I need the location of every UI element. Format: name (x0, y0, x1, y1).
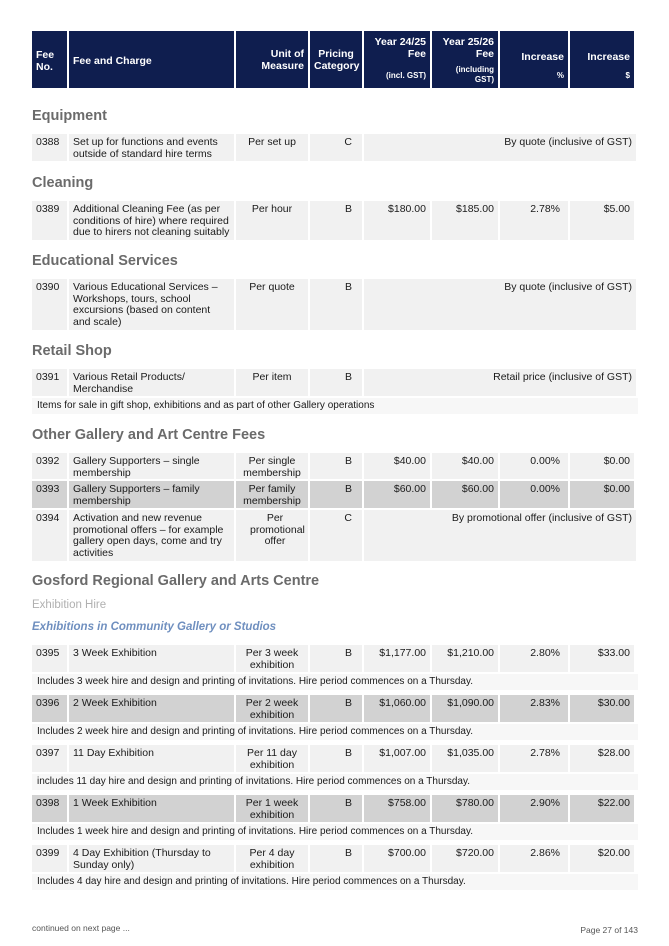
table-row: 0392 Gallery Supporters – single membership Per single membership B $40.00 $40.00 0.00% $0.00 (32, 453, 638, 479)
table-row: 0394 Activation and new revenue promotional offers – for example gallery open days, come and try activities Per promotional offer C By promotional offer (inclusive of GST) (32, 510, 638, 561)
section-title-gosford-gallery: Gosford Regional Gallery and Arts Centre (32, 573, 320, 589)
table-row: 0390 Various Educational Services – Workshops, tours, school excursions (based on content and scale) Per quote B By quote (inclusive of GST) (32, 279, 638, 330)
table-row: 0393 Gallery Supporters – family membership Per family membership B $60.00 $60.00 0.00% $0.00 (32, 481, 638, 508)
table-row: 0396 2 Week Exhibition Per 2 week exhibition B $1,060.00 $1,090.00 2.83% $30.00 (32, 695, 638, 722)
header-increase-dollar: Increase $ (570, 31, 634, 88)
continued-note: continued on next page ... (32, 923, 130, 933)
table-row: 0395 3 Week Exhibition Per 3 week exhibition B $1,177.00 $1,210.00 2.80% $33.00 (32, 645, 638, 672)
table-row: 0388 Set up for functions and events outside of standard hire terms Per set up C By quote (inclusive of GST) (32, 134, 638, 161)
table-row: 0398 1 Week Exhibition Per 1 week exhibition B $758.00 $780.00 2.90% $22.00 (32, 795, 638, 822)
section-title-cleaning: Cleaning (32, 175, 94, 191)
table-row: 0397 11 Day Exhibition Per 11 day exhibition B $1,007.00 $1,035.00 2.78% $28.00 (32, 745, 638, 772)
sub-heading-exhibition-hire: Exhibition Hire (32, 599, 107, 611)
row-note: Includes 2 week hire and design and printing of invitations. Hire period commences on a Thursday. (32, 724, 638, 740)
header-fee-and-charge: Fee and Charge (69, 31, 234, 88)
row-note: includes 11 day hire and design and printing of invitations. Hire period commences on a Thursday. (32, 774, 638, 790)
header-fee-no: Fee No. (32, 31, 67, 88)
header-unit-of-measure: Unit of Measure (236, 31, 308, 88)
table-row: 0399 4 Day Exhibition (Thursday to Sunday only) Per 4 day exhibition B $700.00 $720.00 2.86% $20.00 (32, 845, 638, 872)
table-header (32, 31, 638, 88)
header-year-24-25: Year 24/25 Fee (incl. GST) (364, 31, 430, 88)
section-title-educational-services: Educational Services (32, 253, 178, 269)
section-title-other-gallery-fees: Other Gallery and Art Centre Fees (32, 427, 266, 443)
page-number: Page 27 of 143 (580, 925, 638, 935)
fees-page (32, 31, 638, 887)
table-row: 0391 Various Retail Products/ Merchandise Per item B Retail price (inclusive of GST) (32, 369, 638, 396)
row-note: Includes 1 week hire and design and printing of invitations. Hire period commences on a Thursday. (32, 824, 638, 840)
header-pricing-category: Pricing Category (310, 31, 362, 88)
header-increase-percent: Increase % (500, 31, 568, 88)
table-row: 0389 Additional Cleaning Fee (as per conditions of hire) where required due to hirers not cleaning suitably Per hour B $180.00 $185.00 2.78% $5.00 (32, 201, 638, 240)
row-note: Includes 4 day hire and design and printing of invitations. Hire period commences on a Thursday. (32, 874, 638, 890)
section-title-retail-shop: Retail Shop (32, 343, 112, 359)
header-year-25-26: Year 25/26 Fee (including GST) (432, 31, 498, 88)
row-note: Items for sale in gift shop, exhibitions and as part of other Gallery operations (32, 398, 638, 414)
row-note: Includes 3 week hire and design and printing of invitations. Hire period commences on a Thursday. (32, 674, 638, 690)
sub-heading-community-gallery: Exhibitions in Community Gallery or Studios (32, 621, 277, 633)
section-title-equipment: Equipment (32, 108, 107, 124)
